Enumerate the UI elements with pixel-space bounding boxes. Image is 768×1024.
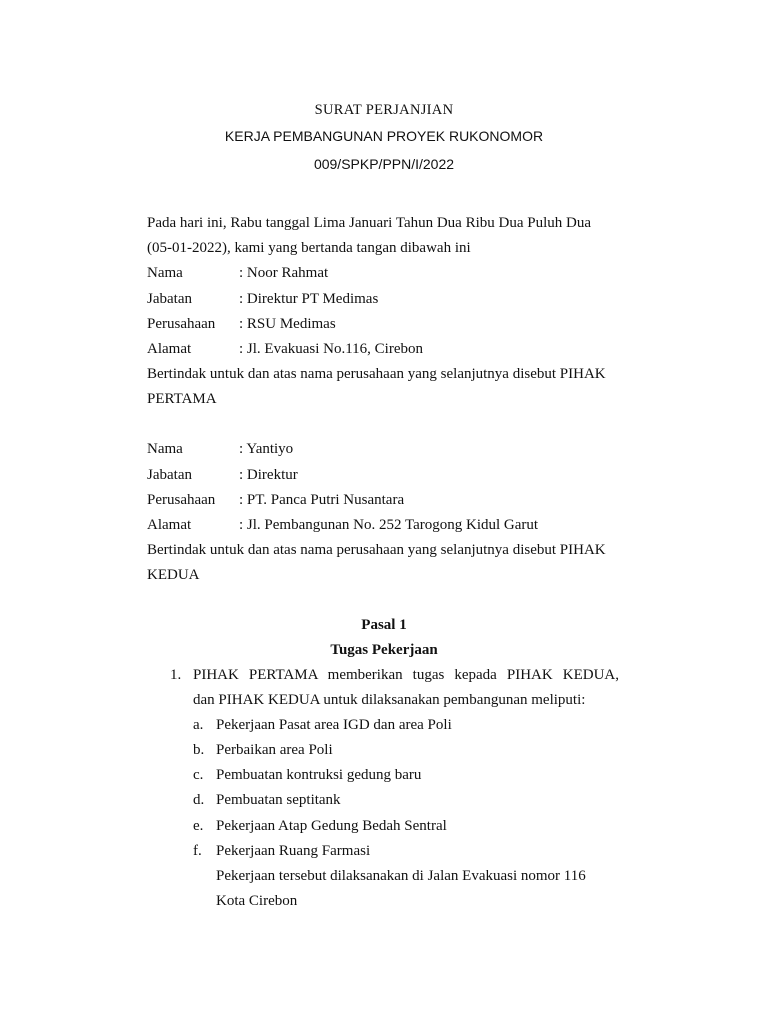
list-item (193, 740, 613, 760)
field-label: Jabatan (147, 291, 192, 307)
list-item-line-2: dan PIHAK KEDUA untuk dilaksanakan pembangunan meliputi: (193, 692, 586, 708)
list-item (193, 790, 613, 810)
list-item (193, 841, 613, 861)
party2-statement-line-1: Bertindak untuk dan atas nama perusahaan yang selanjutnya disebut PIHAK (147, 542, 606, 558)
field-value: : Jl. Pembangunan No. 252 Tarogong Kidul Garut (239, 517, 539, 533)
list-item-text: Pekerjaan Ruang Farmasi (216, 843, 371, 859)
list-item-text: Pekerjaan Atap Gedung Bedah Sentral (216, 818, 447, 834)
list-item-text: Pekerjaan Pasat area IGD dan area Poli (216, 717, 452, 733)
intro-line-1: Pada hari ini, Rabu tanggal Lima Januari Tahun Dua Ribu Dua Puluh Dua (147, 215, 592, 231)
field-value: : Noor Rahmat (239, 265, 329, 281)
list-item-text: Perbaikan area Poli (216, 742, 333, 758)
field-value: : PT. Panca Putri Nusantara (239, 492, 405, 508)
document-title: SURAT PERJANJIAN (314, 102, 454, 118)
field-value: : RSU Medimas (239, 316, 336, 332)
list-item-number: 1. (170, 667, 182, 683)
list-item (193, 765, 613, 785)
party1-company-row (147, 314, 647, 334)
list-item-line-1: PIHAK PERTAMA memberikan tugas kepada PIHAK KEDUA, (193, 667, 619, 683)
field-value: : Direktur PT Medimas (239, 291, 379, 307)
field-label: Alamat (147, 341, 192, 357)
intro-line-2: (05-01-2022), kami yang bertanda tangan dibawah ini (147, 240, 471, 256)
list-item (193, 816, 613, 836)
field-value: : Jl. Evakuasi No.116, Cirebon (239, 341, 424, 357)
closing-line-1: Pekerjaan tersebut dilaksanakan di Jalan Evakuasi nomor 116 (216, 868, 586, 884)
document-number: 009/SPKP/PPN/I/2022 (313, 156, 455, 172)
party1-statement-line-1: Bertindak untuk dan atas nama perusahaan yang selanjutnya disebut PIHAK (147, 366, 606, 382)
field-label: Perusahaan (147, 492, 216, 508)
pasal-subheading: Tugas Pekerjaan (330, 642, 438, 658)
party2-company-row (147, 490, 647, 510)
party2-statement-line-2: KEDUA (147, 567, 200, 583)
party1-position-row (147, 289, 647, 309)
field-value: : Yantiyo (239, 441, 294, 457)
closing-line-2: Kota Cirebon (216, 893, 298, 909)
field-value: : Direktur (239, 467, 298, 483)
field-label: Perusahaan (147, 316, 216, 332)
party1-address-row (147, 339, 647, 359)
list-item-text: Pembuatan kontruksi gedung baru (216, 767, 422, 783)
field-label: Jabatan (147, 467, 192, 483)
field-label: Alamat (147, 517, 192, 533)
pasal-heading: Pasal 1 (361, 617, 407, 633)
party2-name-row (147, 439, 647, 459)
party2-address-row (147, 515, 647, 535)
list-item-letter: e. (193, 818, 204, 834)
list-item-text: Pembuatan septitank (216, 792, 341, 808)
list-item-letter: a. (193, 717, 204, 733)
document-subtitle: KERJA PEMBANGUNAN PROYEK RUKONOMOR (224, 128, 544, 144)
party1-statement-line-2: PERTAMA (147, 391, 217, 407)
list-item-letter: f. (193, 843, 202, 859)
list-item-letter: b. (193, 742, 205, 758)
party1-name-row (147, 263, 647, 283)
field-label: Nama (147, 265, 183, 281)
list-item-letter: d. (193, 792, 205, 808)
list-item-letter: c. (193, 767, 204, 783)
field-label: Nama (147, 441, 183, 457)
party2-position-row (147, 465, 647, 485)
list-item (193, 715, 613, 735)
